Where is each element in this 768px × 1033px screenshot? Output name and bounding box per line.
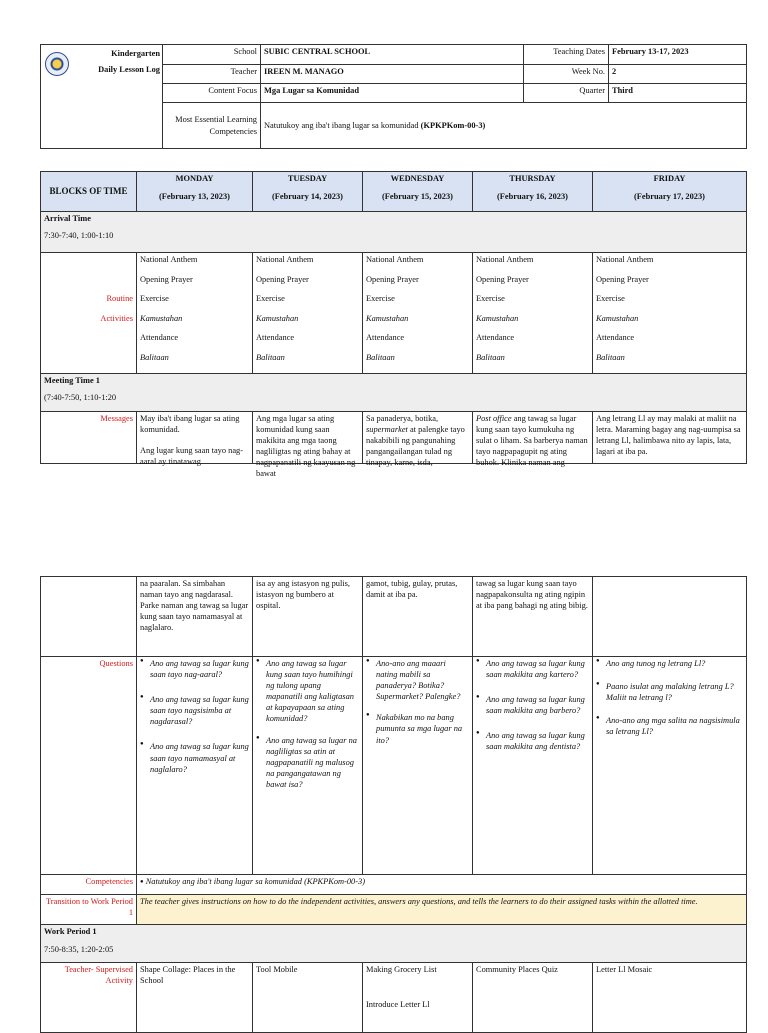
routine-item: National Anthem — [476, 255, 534, 264]
message-cont-thursday: tawag sa lugar kung saan tayo nagpapakonsulta ng ating ngipin at iba pang bahagi ng ating bibig. — [473, 577, 593, 657]
schedule-table-part1 — [40, 171, 747, 479]
routine-item: Opening Prayer — [476, 274, 529, 284]
question-item: ● Paano isulat ang malaking letrang L? Maliit na letrang l? — [596, 681, 743, 703]
routine-item: Balitaan — [596, 352, 625, 362]
competencies-text: Natutukoy ang iba't ibang lugar sa komunidad (KPKPKom-00-3) — [145, 877, 366, 886]
tsa-text: Making Grocery List — [366, 965, 437, 974]
routine-item: Balitaan — [366, 352, 395, 362]
routine-cell-friday — [593, 253, 747, 374]
routine-item: Balitaan — [140, 352, 169, 362]
routine-item: Exercise — [140, 294, 169, 304]
routine-cell-tuesday — [253, 253, 363, 374]
message-text: Ang lugar kung saan tayo nag-aaral ay tinatawag — [140, 445, 244, 466]
melc-label: Most Essential Learning Competencies — [163, 103, 261, 149]
routine-item: Kamustahan — [256, 313, 299, 323]
message-cont-friday — [593, 577, 747, 657]
routine-item: Opening Prayer — [256, 274, 309, 284]
message-text: ang tawag sa lugar kung saan tayo kumukuha ng sulat o liham. Sa barberya naman tayo nagpapagupit ng ating buhok. Klinika naman ang — [476, 413, 588, 467]
message-text: supermarket — [366, 424, 408, 434]
tsa-cell-wednesday — [363, 963, 473, 1033]
day-name: TUESDAY — [287, 174, 328, 183]
school-label: School — [163, 45, 261, 65]
melc-code: (KPKPKom-00-3) — [420, 120, 486, 130]
message-cont-wednesday: gamot, tubig, gulay, prutas, damit at iba pa. — [363, 577, 473, 657]
week-no-value: 2 — [609, 65, 747, 84]
deped-seal-logo — [45, 52, 69, 76]
melc-value — [261, 103, 747, 149]
question-item: ● Ano ang tawag sa lugar kung saan makikita ang kartero? — [476, 658, 589, 680]
routine-item: National Anthem — [140, 255, 198, 264]
day-header-tuesday — [253, 172, 363, 212]
routine-cell-thursday — [473, 253, 593, 374]
day-header-monday — [137, 172, 253, 212]
competencies-value: ● Natutukoy ang iba't ibang lugar sa komunidad (KPKPKom-00-3) — [137, 875, 747, 895]
melc-text: Natutukoy ang iba't ibang lugar sa komunidad — [264, 120, 421, 130]
arrival-time-range: 7:30-7:40, 1:00-1:10 — [44, 231, 114, 241]
routine-item: Attendance — [476, 333, 515, 343]
question-item: ● Ano-ano ang mga salita na nagsisimula sa letrang Ll? — [596, 715, 743, 737]
week-no-label: Week No. — [524, 65, 609, 84]
teaching-dates-value: February 13-17, 2023 — [609, 45, 747, 65]
message-cell-wednesday — [363, 411, 473, 467]
routine-item: Kamustahan — [140, 313, 183, 323]
work-period-title: Work Period 1 — [44, 927, 97, 936]
routine-item: Balitaan — [476, 352, 505, 362]
day-header-wednesday — [363, 172, 473, 212]
routine-item: Kamustahan — [476, 313, 519, 323]
message-cont-tuesday: isa ay ang istasyon ng pulis, istasyon ng bumbero at ospital. — [253, 577, 363, 657]
routine-item: Opening Prayer — [596, 274, 649, 284]
questions-cell-tuesday — [253, 657, 363, 875]
meeting-time-row — [41, 373, 747, 411]
question-item: ● Ano-ano ang maaari nating mabili sa panaderya? Botika? Supermarket? Palengke? — [366, 658, 469, 702]
routine-item: Attendance — [140, 333, 179, 343]
message-cell-tuesday — [253, 411, 363, 479]
routine-item: Attendance — [366, 333, 405, 343]
question-item: ● Ano ang tawag sa lugar kung saan tayo nag-aaral? — [140, 658, 249, 680]
school-value: SUBIC CENTRAL SCHOOL — [261, 45, 524, 65]
question-item: ● Ano ang tunog ng letrang Ll? — [596, 658, 743, 669]
routine-item: National Anthem — [256, 255, 314, 264]
questions-cell-thursday — [473, 657, 593, 875]
level-title: Kindergarten — [111, 49, 160, 58]
day-date: (February 14, 2023) — [272, 192, 343, 202]
arrival-time-title: Arrival Time — [44, 214, 91, 223]
routine-item: Kamustahan — [596, 313, 639, 323]
message-text: Sa panaderya, botika, — [366, 413, 439, 423]
tsa-cell-friday: Letter Ll Mosaic — [593, 963, 747, 1033]
routine-item: Balitaan — [256, 352, 285, 362]
message-text: May iba't ibang lugar sa ating komunidad. — [140, 413, 240, 434]
questions-cell-wednesday — [363, 657, 473, 875]
routine-cell-wednesday — [363, 253, 473, 374]
teaching-dates-label: Teaching Dates — [524, 45, 609, 65]
day-name: THURSDAY — [509, 174, 556, 183]
questions-label: Questions — [41, 657, 137, 875]
routine-item: Exercise — [596, 294, 625, 304]
tsa-cell-monday: Shape Collage: Places in the School — [137, 963, 253, 1033]
routine-item: Attendance — [256, 333, 295, 343]
day-date: (February 16, 2023) — [497, 192, 568, 202]
day-date: (February 13, 2023) — [159, 192, 230, 202]
routine-item: Exercise — [256, 294, 285, 304]
question-item: ● Ano ang tawag sa lugar kung saan makikita ang barbero? — [476, 694, 589, 716]
routine-cell-monday — [137, 253, 253, 374]
message-text: Ang mga lugar sa ating komunidad kung saan makikita ang mga taong nagliligtas ng ating bahay at nagpapanatili ng kaayusan ng bawat — [256, 413, 356, 479]
content-focus-value: Mga Lugar sa Komunidad — [261, 84, 524, 103]
schedule-table-part2 — [40, 576, 747, 1033]
activities-label: Activities — [100, 313, 133, 323]
quarter-label: Quarter — [524, 84, 609, 103]
message-cell-friday — [593, 411, 747, 463]
header-table — [40, 44, 747, 149]
routine-item: Exercise — [476, 294, 505, 304]
question-item: ● Ano ang tawag sa lugar kung saan tayo humihingi ng tulong upang mapanatili ang kaligtasan at kapayapaan sa ating komunidad? — [256, 658, 359, 725]
teacher-supervised-label: Teacher- Supervised Activity — [41, 963, 137, 1033]
teacher-value: IREEN M. MANAGO — [261, 65, 524, 84]
day-name: WEDNESDAY — [390, 174, 445, 183]
message-text: Ang letrang Ll ay may malaki at maliit na letra. Maraming bagay ang nag-uumpisa sa letrang Ll, halimbawa nito ay lapis, lata, lagari at iba pa. — [596, 413, 741, 456]
day-date: (February 17, 2023) — [634, 192, 705, 202]
routine-item: National Anthem — [596, 255, 654, 264]
routine-item: Kamustahan — [366, 313, 409, 323]
quarter-value: Third — [609, 84, 747, 103]
routine-label: Routine — [106, 294, 133, 303]
question-item: ● Ano ang tawag sa lugar kung saan makikita ang dentista? — [476, 730, 589, 752]
message-cont-monday: na paaralan. Sa simbahan naman tayo ang nagdarasal. Parke naman ang tawag sa lugar kung saan tayo namamasyal at naglalaro. — [137, 577, 253, 657]
routine-item: Opening Prayer — [366, 274, 419, 284]
work-period-row — [41, 925, 747, 963]
question-item: ● Ano ang tawag sa lugar kung saan tayo nagsisimba at nagdarasal? — [140, 694, 249, 727]
arrival-time-row — [41, 212, 747, 253]
routine-item: Opening Prayer — [140, 274, 193, 284]
teacher-label: Teacher — [163, 65, 261, 84]
routine-item: National Anthem — [366, 255, 424, 264]
blocks-of-time-header: BLOCKS OF TIME — [41, 172, 137, 212]
routine-item: Exercise — [366, 294, 395, 304]
question-item: ● Ano ang tawag sa lugar kung saan tayo namamasyal at naglalaro? — [140, 741, 249, 774]
transition-label: Transition to Work Period 1 — [41, 895, 137, 925]
messages-label: Messages — [41, 411, 137, 463]
questions-cell-friday — [593, 657, 747, 875]
competencies-label: Competencies — [41, 875, 137, 895]
day-name: MONDAY — [175, 174, 214, 183]
day-name: FRIDAY — [653, 174, 686, 183]
message-text: Post office — [476, 413, 512, 423]
tsa-text: Introduce Letter Ll — [366, 1000, 430, 1010]
doc-title: Daily Lesson Log — [98, 64, 160, 74]
meeting-time-title: Meeting Time 1 — [44, 375, 100, 385]
work-period-time: 7:50-8:35, 1:20-2:05 — [44, 945, 114, 955]
message-cont-label — [41, 577, 137, 657]
tsa-cell-thursday: Community Places Quiz — [473, 963, 593, 1033]
message-cell-thursday — [473, 411, 593, 467]
tsa-cell-tuesday: Tool Mobile — [253, 963, 363, 1033]
message-cell-monday — [137, 411, 253, 466]
transition-text: The teacher gives instructions on how to do the independent activities, answers any questions, and tells the learners to do their assigned tasks within the allotted time. — [137, 895, 747, 925]
day-header-friday — [593, 172, 747, 212]
routine-item: Attendance — [596, 333, 635, 343]
meeting-time-range: (7:40-7:50, 1:10-1:20 — [44, 392, 117, 402]
question-item: ● Ano ang tawag sa lugar na nagliligtas sa atin at nagpapanatili ng malusog na pangangatawan ng bawat isa? — [256, 735, 359, 790]
questions-cell-monday — [137, 657, 253, 875]
content-focus-label: Content Focus — [163, 84, 261, 103]
day-date: (February 15, 2023) — [382, 192, 453, 202]
question-item: ● Nakabikan mo na bang pumunta sa mga lugar na ito? — [366, 712, 469, 745]
header-logo-cell — [41, 45, 163, 149]
day-header-thursday — [473, 172, 593, 212]
message-text: at palengke tayo nakabibili ng pangunahing pangangailangan tulad ng tinapay, karne, isda, — [366, 424, 465, 467]
routine-activities-label — [41, 253, 137, 374]
